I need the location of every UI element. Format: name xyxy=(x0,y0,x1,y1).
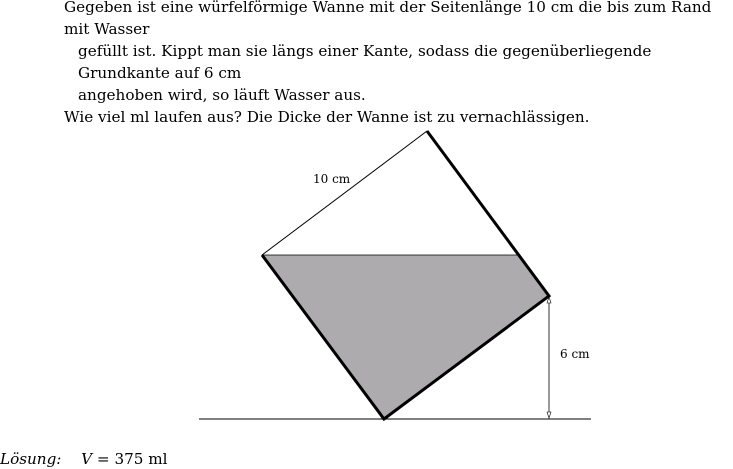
height-label: 6 cm xyxy=(560,347,590,361)
height-arrow-bottom xyxy=(547,412,551,418)
water-region xyxy=(262,255,549,419)
cube-top-edge xyxy=(262,131,427,255)
problem-question: Wie viel ml laufen aus? Die Dicke der Wanne ist zu vernachlässigen. xyxy=(64,108,590,126)
problem-line-1: Gegeben ist eine würfelförmige Wanne mit der Seitenlänge 10 cm die bis zum Rand mit Wasser xyxy=(64,0,712,38)
solution-variable: V xyxy=(81,450,93,468)
problem-line-3: angehoben wird, so läuft Wasser aus. xyxy=(78,86,366,104)
solution xyxy=(0,449,168,469)
solution-value: = 375 ml xyxy=(92,450,168,468)
solution-label: Lösung: xyxy=(0,450,62,468)
problem-line-2: gefüllt ist. Kippt man sie längs einer Kante, sodass die gegenüberliegende Grundkante auf 6 cm xyxy=(78,42,652,82)
side-length-label: 10 cm xyxy=(313,172,351,186)
